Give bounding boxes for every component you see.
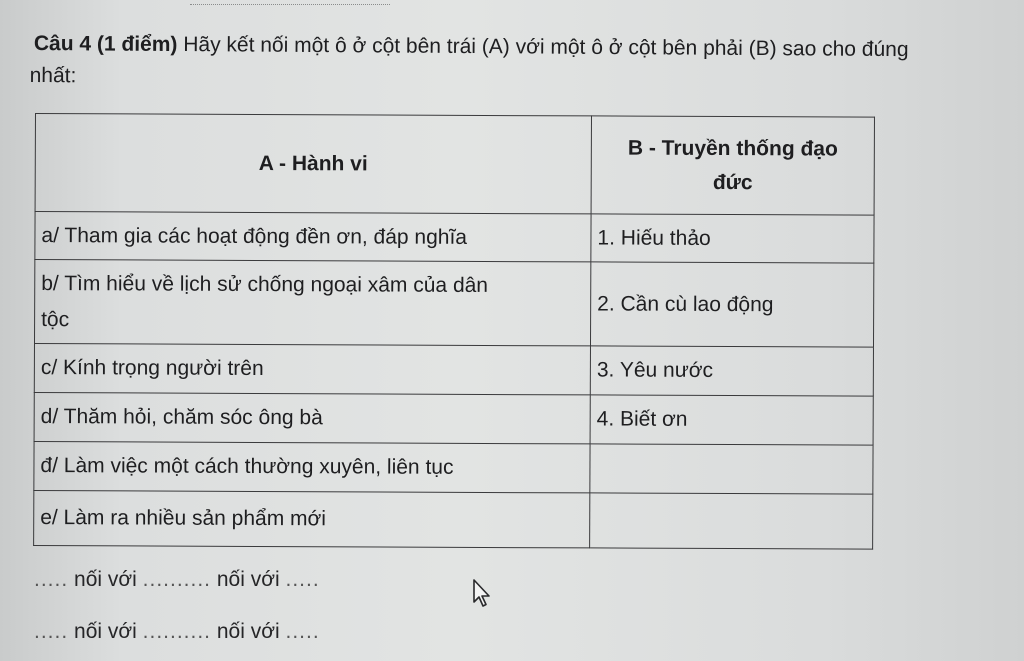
question-line1: Hãy kết nối một ô ở cột bên trái (A) với một ô ở cột bên phải (B) sao cho đúng	[177, 33, 909, 62]
header-b-line1: B - Truyền thống đạo	[627, 136, 838, 161]
table-header-row	[35, 114, 874, 216]
answer-blank[interactable]: .....	[285, 620, 320, 643]
answer-blank[interactable]: .....	[285, 568, 320, 591]
dotted-rule	[190, 4, 390, 5]
cell-b-5	[590, 444, 873, 494]
table-row	[34, 260, 873, 348]
table-row	[34, 490, 873, 549]
matching-table	[33, 113, 875, 550]
cell-a-2-line1: b/ Tìm hiểu về lịch sử chống ngoại xâm của dân	[41, 271, 489, 297]
answer-line-1	[34, 568, 320, 592]
answer-blank[interactable]: .....	[34, 568, 69, 591]
cell-a-5: đ/ Làm việc một cách thường xuyên, liên tục	[34, 441, 590, 492]
cell-a-3: c/ Kính trọng người trên	[34, 344, 590, 395]
connector-text: nối với	[211, 568, 286, 591]
cell-b-4: 4. Biết ơn	[590, 395, 873, 445]
cell-b-3: 3. Yêu nước	[590, 346, 873, 396]
cell-b-6	[590, 493, 873, 549]
table-row	[35, 212, 874, 264]
connector-text: nối với	[211, 620, 286, 643]
question-text	[29, 28, 1024, 99]
connector-text: nối với	[68, 568, 143, 591]
cell-a-2	[34, 260, 590, 346]
table-row	[34, 441, 873, 494]
cell-a-6: e/ Làm ra nhiều sản phẩm mới	[34, 490, 590, 547]
cell-b-1: 1. Hiếu thảo	[591, 214, 874, 263]
header-b-line2: đức	[712, 170, 753, 194]
table-row	[34, 392, 873, 445]
header-column-b	[591, 116, 874, 215]
cell-a-2-line2: tộc	[41, 307, 70, 331]
cell-b-2: 2. Cần cù lao động	[590, 262, 873, 347]
answer-line-2	[34, 620, 320, 644]
answer-blank[interactable]: ..........	[142, 568, 212, 591]
question-line2: nhất:	[29, 63, 77, 88]
cell-a-4: d/ Thăm hỏi, chăm sóc ông bà	[34, 392, 590, 443]
question-number: Câu 4 (1 điểm)	[33, 31, 178, 57]
answer-blank[interactable]: .....	[34, 620, 69, 643]
table-row	[34, 344, 873, 397]
answer-blank[interactable]: ..........	[142, 620, 212, 643]
connector-text: nối với	[68, 620, 143, 643]
header-column-a: A - Hành vi	[35, 114, 591, 214]
mouse-pointer-icon	[472, 578, 494, 608]
cell-a-1: a/ Tham gia các hoạt động đền ơn, đáp nghĩa	[35, 212, 591, 262]
